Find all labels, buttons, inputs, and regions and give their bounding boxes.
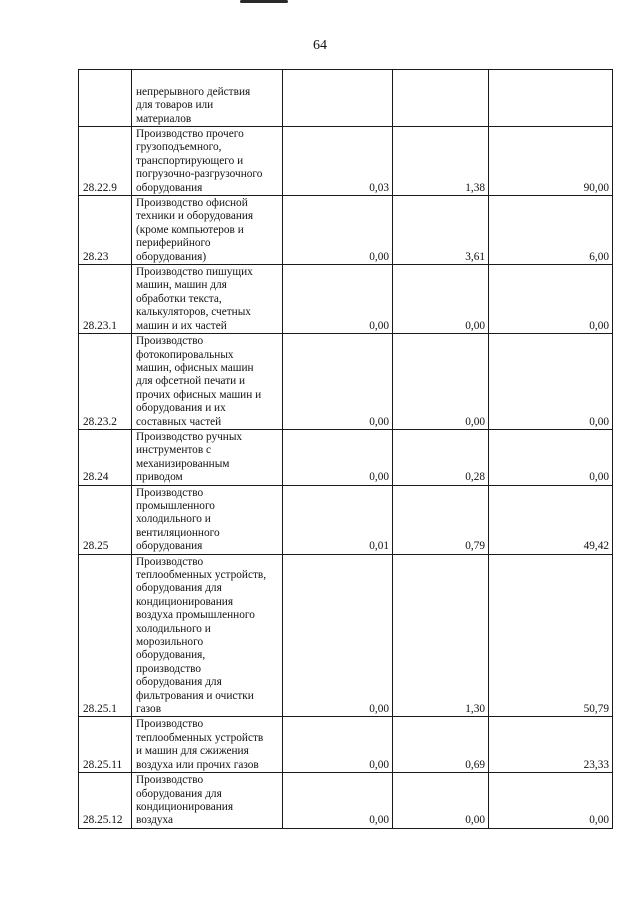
row-value-1: 0,00: [283, 429, 393, 485]
row-name: Производство офисной техники и оборудования (кроме компьютеров и периферийного оборудования): [136, 197, 254, 263]
row-code: [79, 70, 132, 127]
scan-artifact-mark: [240, 0, 288, 3]
row-value-1: 0,00: [283, 334, 393, 430]
row-value-3: [489, 70, 613, 127]
row-code: 28.23.1: [79, 265, 132, 334]
row-value-1: 0,00: [283, 554, 393, 717]
page-number: 64: [313, 38, 327, 53]
table-row: [79, 717, 613, 773]
row-code: 28.24: [79, 429, 132, 485]
row-value-2: [393, 70, 489, 127]
row-name: Производство пишущих машин, машин для обработки текста, калькуляторов, счетных машин и их частей: [136, 266, 253, 332]
row-value-1: 0,00: [283, 773, 393, 829]
okved-data-table: [78, 69, 613, 829]
row-value-1: 0,00: [283, 196, 393, 265]
row-value-2: 0,79: [393, 485, 489, 554]
table-row: [79, 773, 613, 829]
row-value-2: 0,69: [393, 717, 489, 773]
row-name: непрерывного действия для товаров или материалов: [136, 85, 251, 125]
table-row: [79, 196, 613, 265]
row-name: Производство теплообменных устройств, оборудования для кондиционирования воздуха промышленного холодильного и морозильного оборудования, производство оборудования для фильтрования и очистки газов: [136, 555, 267, 716]
row-name: Производство оборудования для кондиционирования воздуха: [136, 774, 234, 827]
row-value-3: 0,00: [489, 773, 613, 829]
row-name: Производство промышленного холодильного и вентиляционного оборудования: [136, 486, 220, 553]
row-value-3: 50,79: [489, 554, 613, 717]
row-name: Производство фотокопировальных машин, офисных машин для офсетной печати и прочих офисных машин и оборудования и их составных частей: [136, 335, 262, 428]
row-value-1: 0,00: [283, 717, 393, 773]
row-name: Производство ручных инструментов с механизированным приводом: [136, 430, 243, 484]
row-value-2: 0,00: [393, 265, 489, 334]
row-value-3: 0,00: [489, 265, 613, 334]
row-value-2: 3,61: [393, 196, 489, 265]
row-value-2: 1,30: [393, 554, 489, 717]
row-value-1: 0,03: [283, 127, 393, 196]
table-row: [79, 334, 613, 430]
row-code: 28.25.1: [79, 554, 132, 717]
row-value-2: 0,00: [393, 773, 489, 829]
row-name: Производство прочего грузоподъемного, транспортирующего и погрузочно-разгрузочного оборудования: [136, 128, 263, 194]
row-value-3: 49,42: [489, 485, 613, 554]
row-value-3: 0,00: [489, 429, 613, 485]
row-code: 28.25.11: [79, 717, 132, 773]
row-value-3: 90,00: [489, 127, 613, 196]
row-code: 28.23.2: [79, 334, 132, 430]
table-row: [79, 485, 613, 554]
row-code: 28.25: [79, 485, 132, 554]
table-row: [79, 127, 613, 196]
table-row: [79, 429, 613, 485]
row-value-3: 23,33: [489, 717, 613, 773]
table-row: [79, 265, 613, 334]
row-value-2: 0,28: [393, 429, 489, 485]
table-row-continuation: [79, 70, 613, 127]
row-code: 28.22.9: [79, 127, 132, 196]
row-value-2: 0,00: [393, 334, 489, 430]
row-value-1: [283, 70, 393, 127]
row-value-3: 6,00: [489, 196, 613, 265]
row-name: Производство теплообменных устройств и машин для сжижения воздуха или прочих газов: [136, 718, 264, 771]
table-row: [79, 554, 613, 717]
row-value-2: 1,38: [393, 127, 489, 196]
row-code: 28.23: [79, 196, 132, 265]
row-value-3: 0,00: [489, 334, 613, 430]
row-value-1: 0,00: [283, 265, 393, 334]
row-code: 28.25.12: [79, 773, 132, 829]
row-value-1: 0,01: [283, 485, 393, 554]
